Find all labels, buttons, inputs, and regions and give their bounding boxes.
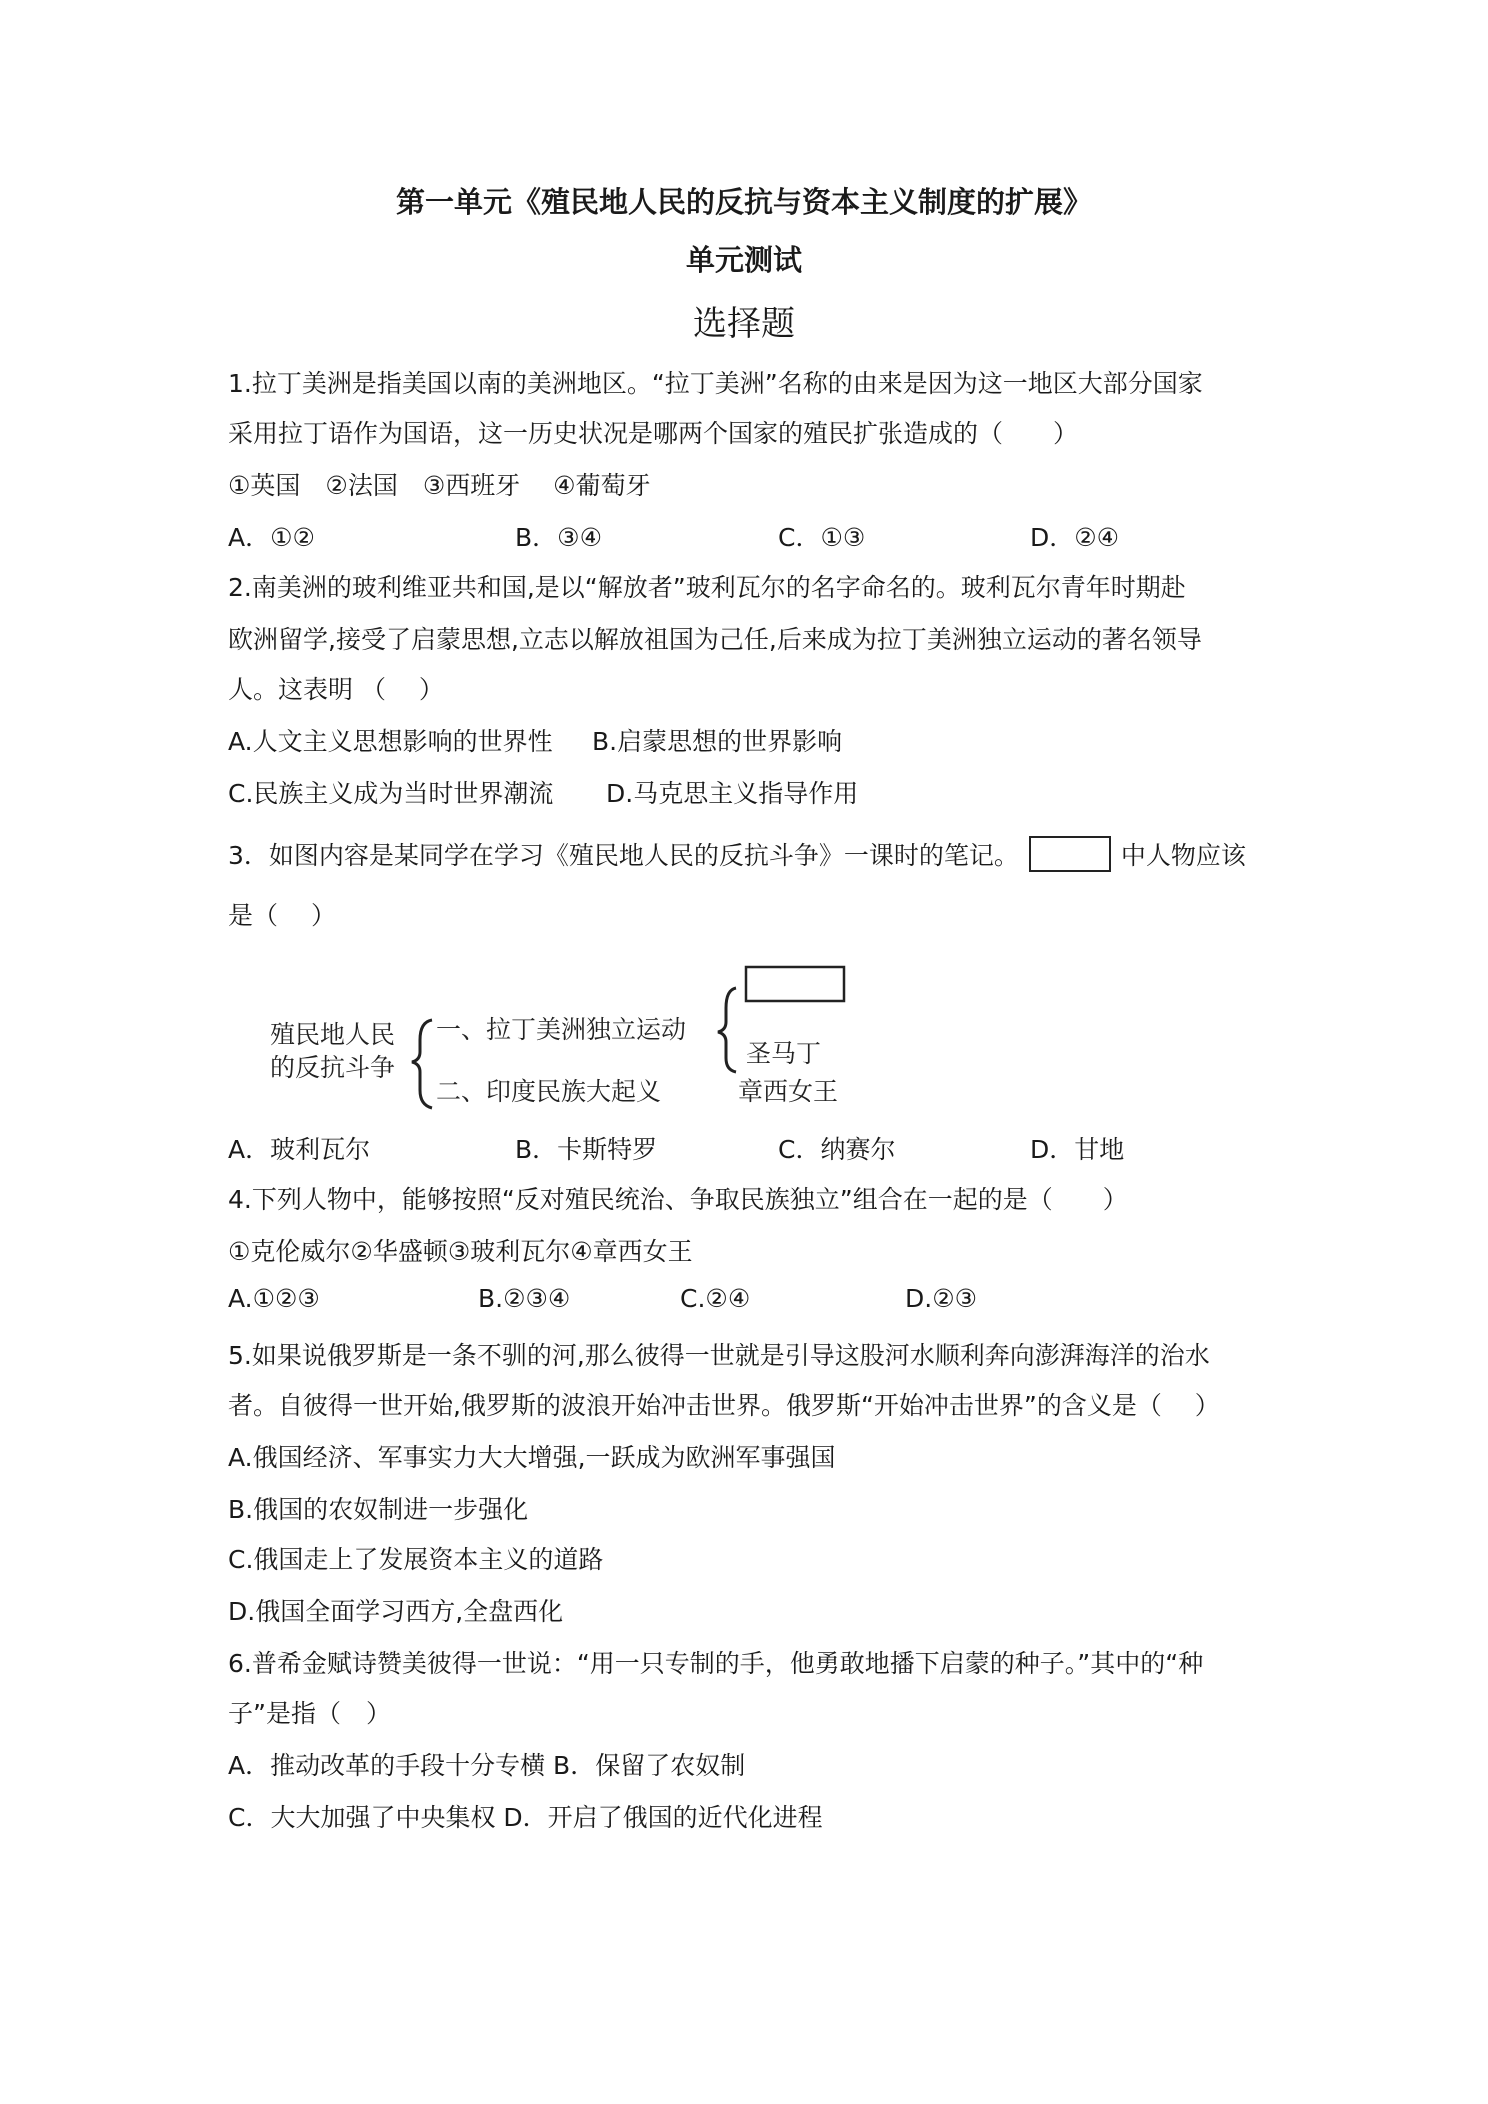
blank-box: [1029, 836, 1111, 872]
q2-option-d: D.马克思主义指导作用: [606, 779, 859, 808]
q4-option-b: B.②③④: [478, 1284, 571, 1313]
q3-option-b: B．卡斯特罗: [515, 1135, 658, 1164]
root-brace: [412, 1020, 432, 1108]
q3-line1-post: 中人物应该: [1120, 841, 1246, 870]
q6-line2: 子”是指（ ）: [228, 1699, 391, 1728]
q4-line1: 4.下列人物中，能够按照“反对殖民统治、争取民族独立”组合在一起的是（ ）: [228, 1185, 1128, 1214]
q5-option-d: D.俄国全面学习西方,全盘西化: [228, 1597, 564, 1626]
q1-option-d: D．②④: [1030, 523, 1120, 552]
q5-option-a: A.俄国经济、军事实力大大增强,一跃成为欧洲军事强国: [228, 1443, 836, 1472]
diagram-root-line1: 殖民地人民: [270, 1020, 396, 1049]
q3-option-c: C．纳赛尔: [778, 1135, 896, 1164]
q3-line1-pre: 3．如图内容是某同学在学习《殖民地人民的反抗斗争》一课时的笔记。: [228, 841, 1019, 870]
q4-option-c: C.②④: [680, 1284, 751, 1313]
q2-line1: 2.南美洲的玻利维亚共和国,是以“解放者”玻利瓦尔的名字命名的。玻利瓦尔青年时期赴: [228, 573, 1186, 602]
q5-option-c: C.俄国走上了发展资本主义的道路: [228, 1545, 604, 1574]
diagram-branch1: 一、拉丁美洲独立运动: [436, 1015, 687, 1044]
diagram-leaf1: 圣马丁: [746, 1039, 822, 1068]
q6-options-ab: A．推动改革的手段十分专横 B．保留了农奴制: [228, 1751, 746, 1780]
diagram-blank-box: [746, 967, 844, 1001]
q1-line2: 采用拉丁语作为国语，这一历史状况是哪两个国家的殖民扩张造成的（ ）: [228, 419, 1079, 448]
q5-line1: 5.如果说俄罗斯是一条不驯的河,那么彼得一世就是引导这股河水顺利奔向澎湃海洋的治水: [228, 1341, 1210, 1370]
notes-diagram: [262, 960, 862, 1120]
q5-option-b: B.俄国的农奴制进一步强化: [228, 1495, 529, 1524]
diagram-leaf2: 章西女王: [738, 1077, 839, 1106]
branch-brace: [718, 988, 736, 1072]
q4-option-a: A.①②③: [228, 1284, 320, 1313]
q2-option-a: A.人文主义思想影响的世界性: [228, 727, 553, 756]
q1-option-b: B．③④: [515, 523, 602, 552]
q2-line2: 欧洲留学,接受了启蒙思想,立志以解放祖国为己任,后来成为拉丁美洲独立运动的著名领导: [228, 625, 1202, 654]
q5-line2: 者。自彼得一世开始,俄罗斯的波浪开始冲击世界。俄罗斯“开始冲击世界”的含义是（ ）: [228, 1391, 1220, 1420]
q1-line1: 1.拉丁美洲是指美国以南的美洲地区。“拉丁美洲”名称的由来是因为这一地区大部分国家: [228, 369, 1203, 398]
q4-items: ①克伦威尔②华盛顿③玻利瓦尔④章西女王: [228, 1237, 693, 1266]
q1-option-c: C．①③: [778, 523, 866, 552]
q3-option-d: D．甘地: [1030, 1135, 1125, 1164]
document-subtitle: 单元测试: [685, 243, 802, 277]
section-heading: 选择题: [693, 304, 795, 344]
q3-line2: 是（ ）: [228, 901, 336, 930]
q1-option-a: A．①②: [228, 523, 315, 552]
q4-option-d: D.②③: [905, 1284, 978, 1313]
q6-options-cd: C．大大加强了中央集权 D．开启了俄国的近代化进程: [228, 1803, 823, 1832]
document-title: 第一单元《殖民地人民的反抗与资本主义制度的扩展》: [395, 185, 1092, 219]
q3-line1: [228, 836, 1246, 878]
q2-option-b: B.启蒙思想的世界影响: [592, 727, 843, 756]
q2-option-c: C.民族主义成为当时世界潮流: [228, 779, 554, 808]
q2-line3: 人。这表明 （ ）: [228, 675, 444, 704]
diagram-root-line2: 的反抗斗争: [270, 1053, 396, 1082]
q6-line1: 6.普希金赋诗赞美彼得一世说：“用一只专制的手，他勇敢地播下启蒙的种子。”其中的“种: [228, 1649, 1204, 1678]
q1-items: ①英国 ②法国 ③西班牙 ④葡萄牙: [228, 471, 651, 500]
q3-option-a: A．玻利瓦尔: [228, 1135, 371, 1164]
diagram-branch2: 二、印度民族大起义: [436, 1077, 662, 1106]
